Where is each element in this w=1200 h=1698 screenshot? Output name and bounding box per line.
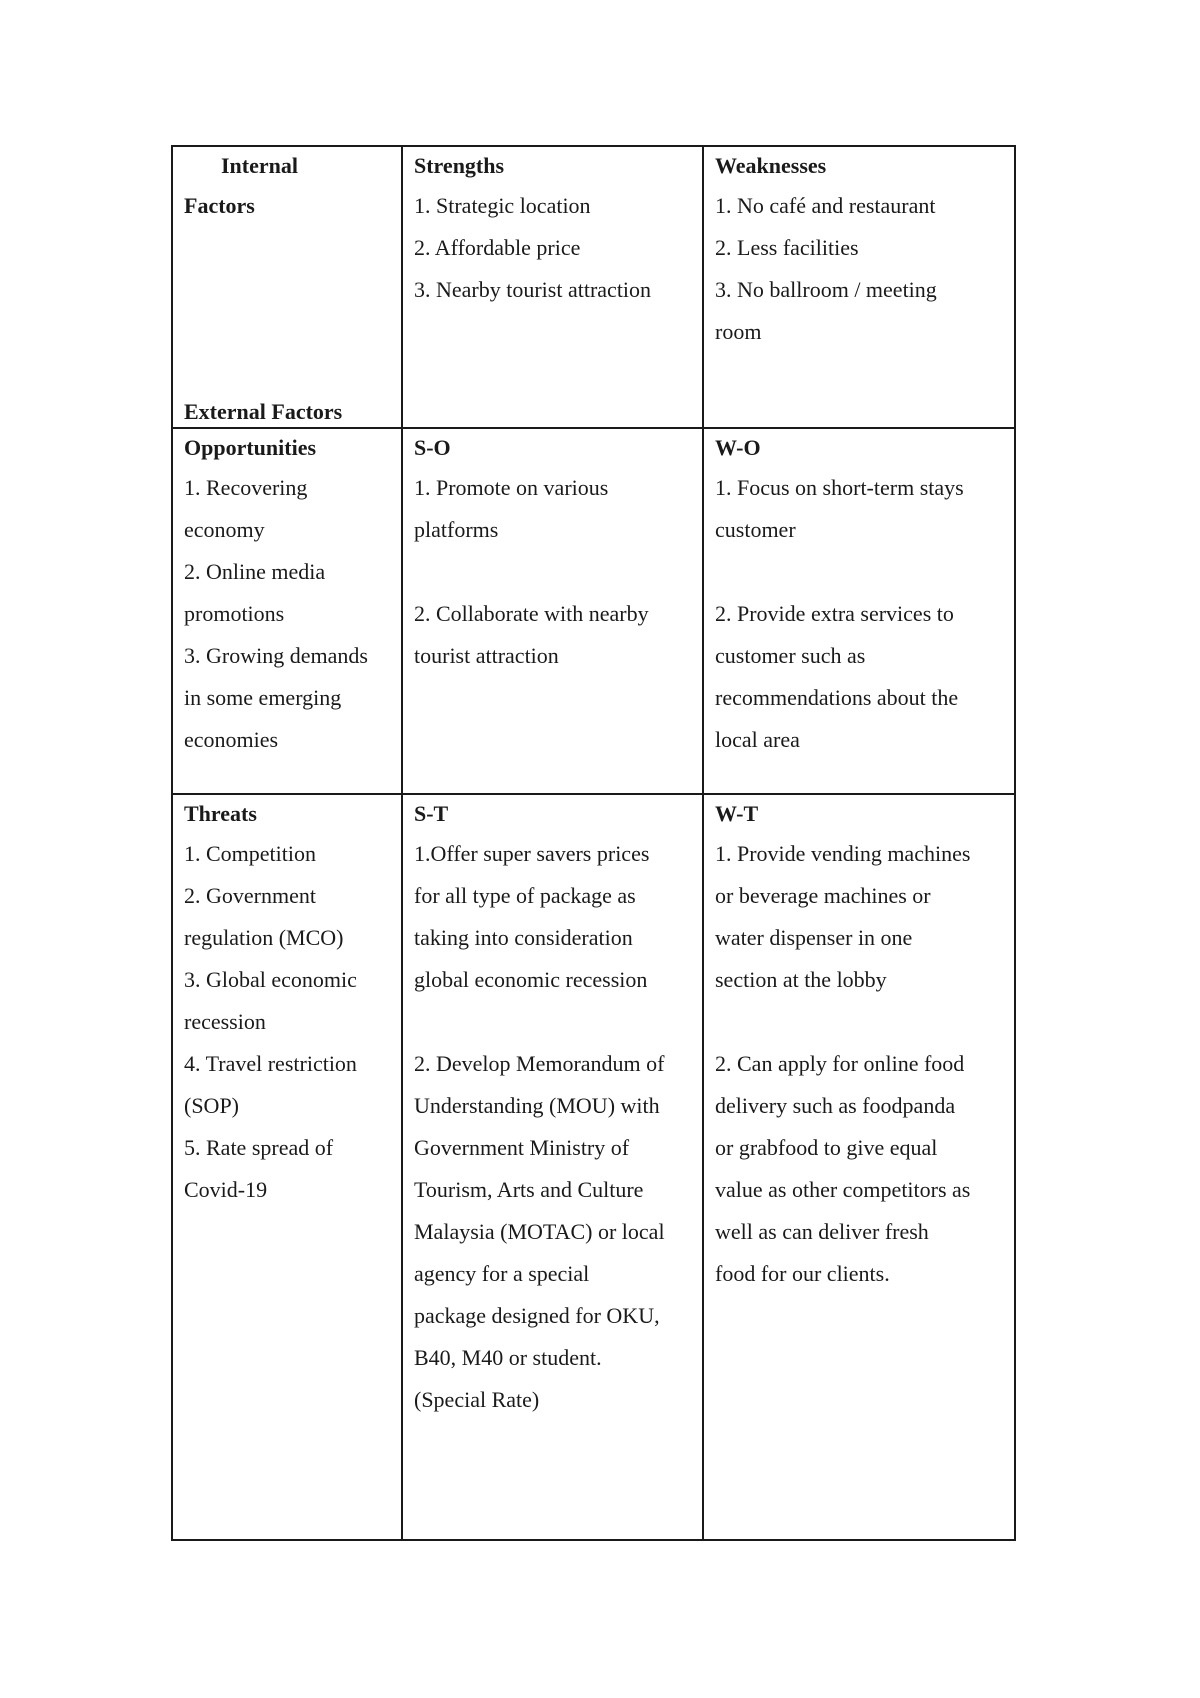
spacer (715, 551, 1004, 593)
list-item: food for our clients. (715, 1261, 890, 1286)
list-item: for all type of package as (414, 883, 636, 908)
list-item: in some emerging (184, 685, 342, 710)
list-item: 1. Competition (184, 841, 316, 866)
list-item: 3. Growing demands (184, 643, 368, 668)
list-item: 5. Rate spread of (184, 1135, 334, 1160)
list-item: 4. Travel restriction (184, 1051, 357, 1076)
list-item: Government Ministry of (414, 1135, 630, 1160)
list-item: Covid-19 (184, 1177, 268, 1202)
list-item: recommendations about the (715, 685, 959, 710)
st-heading: S-T (414, 801, 449, 826)
strengths-cell (402, 146, 703, 428)
list-item: 2. Less facilities (715, 235, 859, 260)
list-item: delivery such as foodpanda (715, 1093, 956, 1118)
list-item: B40, M40 or student. (414, 1345, 602, 1370)
list-item: taking into consideration (414, 925, 633, 950)
swot-matrix-table (171, 145, 1016, 1541)
list-item: 2. Collaborate with nearby (414, 601, 649, 626)
list-item: global economic recession (414, 967, 648, 992)
list-item: customer (715, 517, 796, 542)
list-item: 1. No café and restaurant (715, 193, 936, 218)
list-item: water dispenser in one (715, 925, 913, 950)
list-item: 1.Offer super savers prices (414, 841, 650, 866)
table-row (172, 428, 1015, 794)
list-item: 1. Focus on short-term stays (715, 475, 964, 500)
list-item: 1. Recovering (184, 475, 308, 500)
table-row (172, 794, 1015, 1540)
list-item: 2. Can apply for online food (715, 1051, 965, 1076)
threats-heading: Threats (184, 801, 257, 826)
internal-factors-label: Internal (221, 153, 298, 178)
external-factors-label: External Factors (184, 399, 343, 424)
opportunities-cell (172, 428, 402, 794)
wo-heading: W-O (715, 435, 761, 460)
list-item: value as other competitors as (715, 1177, 971, 1202)
list-item: 1. Provide vending machines (715, 841, 971, 866)
list-item: 3. Nearby tourist attraction (414, 277, 652, 302)
list-item: (Special Rate) (414, 1387, 540, 1412)
weaknesses-heading: Weaknesses (715, 153, 827, 178)
wo-strategy-cell (703, 428, 1015, 794)
list-item: local area (715, 727, 800, 752)
wt-heading: W-T (715, 801, 759, 826)
list-item: Tourism, Arts and Culture (414, 1177, 644, 1202)
list-item: 1. Promote on various (414, 475, 609, 500)
threats-cell (172, 794, 402, 1540)
list-item: customer such as (715, 643, 866, 668)
wt-strategy-cell (703, 794, 1015, 1540)
list-item: 1. Strategic location (414, 193, 591, 218)
list-item: (SOP) (184, 1093, 240, 1118)
list-item: room (715, 319, 762, 344)
list-item: 2. Provide extra services to (715, 601, 954, 626)
list-item: agency for a special (414, 1261, 590, 1286)
list-item: or grabfood to give equal (715, 1135, 938, 1160)
list-item: 2. Develop Memorandum of (414, 1051, 665, 1076)
list-item: tourist attraction (414, 643, 559, 668)
list-item: section at the lobby (715, 967, 887, 992)
spacer (414, 551, 692, 593)
list-item: platforms (414, 517, 499, 542)
list-item: economy (184, 517, 265, 542)
list-item: promotions (184, 601, 285, 626)
list-item: 3. No ballroom / meeting (715, 277, 937, 302)
so-heading: S-O (414, 435, 451, 460)
list-item: recession (184, 1009, 266, 1034)
opportunities-heading: Opportunities (184, 435, 317, 460)
st-strategy-cell (402, 794, 703, 1540)
list-item: 2. Government (184, 883, 316, 908)
list-item: or beverage machines or (715, 883, 931, 908)
list-item: 2. Affordable price (414, 235, 581, 260)
list-item: Malaysia (MOTAC) or local (414, 1219, 665, 1244)
list-item: Understanding (MOU) with (414, 1093, 660, 1118)
table-row (172, 146, 1015, 428)
list-item: package designed for OKU, (414, 1303, 660, 1328)
list-item: 3. Global economic (184, 967, 357, 992)
list-item: regulation (MCO) (184, 925, 344, 950)
list-item: 2. Online media (184, 559, 326, 584)
spacer (414, 1001, 692, 1043)
corner-cell (172, 146, 402, 428)
list-item: well as can deliver fresh (715, 1219, 929, 1244)
list-item: economies (184, 727, 279, 752)
strengths-heading: Strengths (414, 153, 505, 178)
weaknesses-cell (703, 146, 1015, 428)
internal-factors-label-2: Factors (184, 193, 255, 218)
spacer (715, 1001, 1004, 1043)
so-strategy-cell (402, 428, 703, 794)
